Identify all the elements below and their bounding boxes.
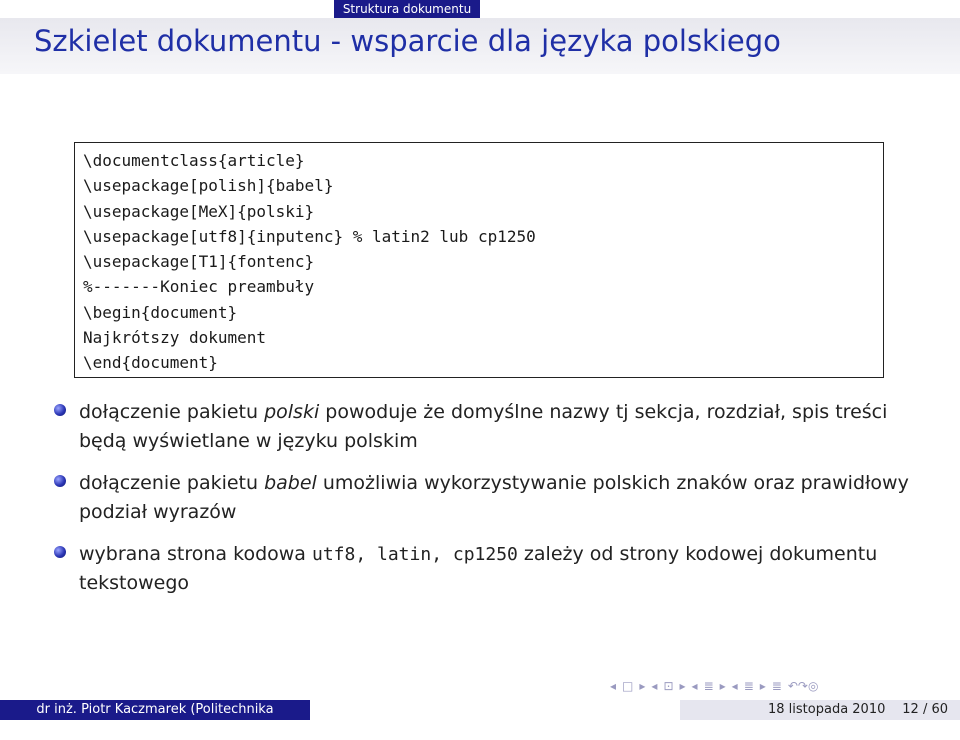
bullet-text-part: powoduje że domyślne nazwy tj sekcja, rozdział, spis treści będą wyświetlane w języku polskim — [79, 401, 888, 452]
bullet-text — [79, 540, 914, 598]
footer-author: dr inż. Piotr Kaczmarek (Politechnika Poznańska) — [0, 700, 310, 720]
code-line: \end{document} — [83, 353, 218, 373]
bullet-text-part: umożliwia wykorzystywanie polskich znaków oraz prawidłowy podział wyrazów — [79, 472, 909, 523]
bullet-item — [54, 398, 914, 456]
nav-align-icon[interactable]: ≣ — [771, 679, 782, 693]
bullet-icon — [54, 404, 66, 416]
nav-next-icon[interactable]: ▸ — [719, 679, 726, 693]
nav-subsection-icon[interactable]: ⊡ — [663, 679, 674, 693]
code-block — [74, 142, 884, 378]
nav-frame-icon[interactable]: □ — [622, 679, 634, 693]
code-line: \documentclass{article} — [83, 151, 305, 170]
bullet-text-part: wybrana strona kodowa — [79, 543, 312, 565]
bullet-icon — [54, 546, 66, 558]
header-strip — [0, 0, 960, 18]
code-line: %-------Koniec preambuły — [83, 277, 315, 297]
page-number: 12 / 60 — [902, 702, 948, 717]
nav-search-back-icon[interactable]: ↶↷◎ — [787, 679, 819, 693]
footer — [0, 700, 960, 737]
nav-next-icon[interactable]: ▸ — [639, 679, 646, 693]
package-name: polski — [264, 401, 320, 423]
nav-prev-icon[interactable]: ◂ — [651, 679, 658, 693]
footer-date: 18 listopada 2010 — [768, 702, 886, 717]
nav-prev-icon[interactable]: ◂ — [691, 679, 698, 693]
footer-spacer — [310, 700, 680, 720]
nav-section-icon[interactable]: ≣ — [703, 679, 714, 693]
footer-meta — [680, 700, 960, 720]
code-line: \usepackage[utf8]{inputenc} % latin2 lub cp1250 — [83, 226, 536, 246]
bullet-item — [54, 540, 914, 598]
code-line: \usepackage[polish]{babel} — [83, 176, 334, 196]
page-title: Szkielet dokumentu - wsparcie dla języka polskiego — [34, 24, 781, 58]
nav-prev-icon[interactable]: ◂ — [731, 679, 738, 693]
code-line: \usepackage[T1]{fontenc} — [83, 252, 315, 272]
bullet-text-part: dołączenie pakietu — [79, 401, 265, 423]
section-tab[interactable]: Struktura dokumentu — [334, 0, 480, 18]
bullet-text-part: dołączenie pakietu — [79, 472, 265, 494]
code-line: Najkrótszy dokument — [83, 328, 267, 348]
bullet-text — [79, 469, 914, 527]
code-line: \begin{document} — [83, 302, 238, 322]
bullet-text-part: zależy od strony kodowej dokumentu tekstowego — [79, 543, 878, 594]
package-name: babel — [264, 472, 317, 494]
bullet-item — [54, 469, 914, 527]
nav-next-icon[interactable]: ▸ — [679, 679, 686, 693]
nav-next-icon[interactable]: ▸ — [759, 679, 766, 693]
bullet-text — [79, 398, 914, 456]
bullet-icon — [54, 475, 66, 487]
nav-prev-icon[interactable]: ◂ — [610, 679, 617, 693]
bullet-list — [54, 398, 914, 611]
navigation-symbols — [610, 677, 950, 695]
code-line: \usepackage[MeX]{polski} — [83, 201, 315, 221]
nav-document-icon[interactable]: ≣ — [743, 679, 754, 693]
encoding-list: utf8, latin, cp1250 — [311, 544, 518, 565]
